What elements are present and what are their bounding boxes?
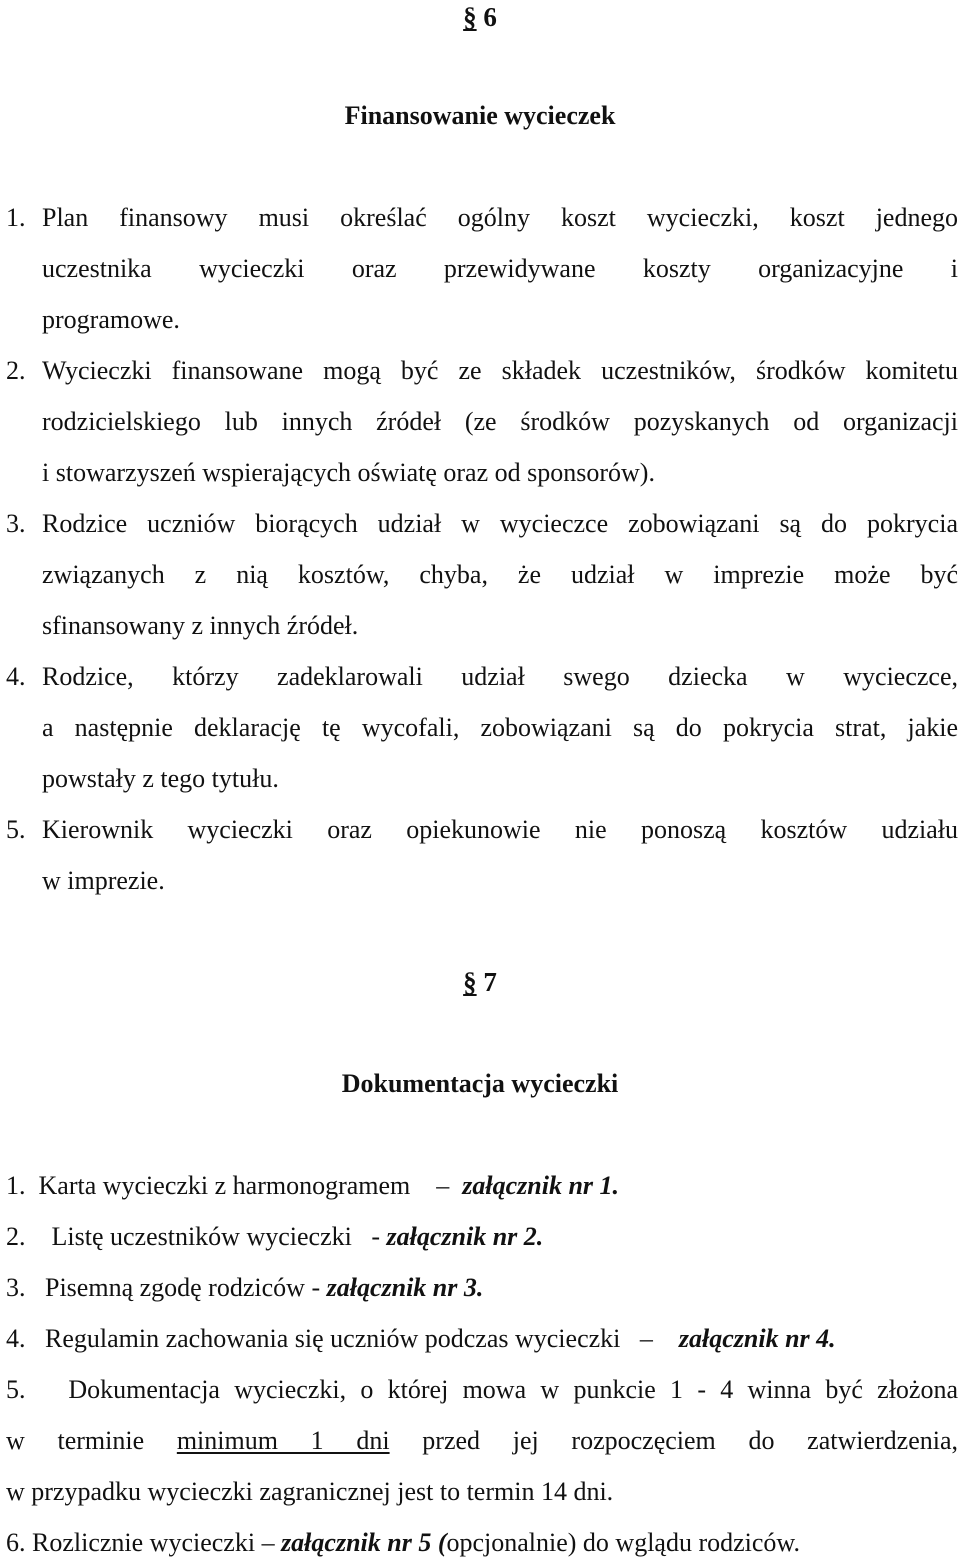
item-number: 2. [6, 356, 26, 385]
item-number: 3. [6, 509, 26, 538]
item-number: 4. [6, 1324, 26, 1353]
item-number: 6. [6, 1528, 26, 1557]
paragraph-line: Kierownik wycieczki oraz opiekunowie nie ponoszą kosztów udziału [42, 815, 958, 844]
list-item [6, 1171, 619, 1201]
list-item [6, 1528, 800, 1558]
paragraph-line: powstały z tego tytułu. [42, 764, 279, 793]
line-end: przed jej rozpoczęciem do zatwierdzenia, [422, 1426, 959, 1455]
item-dash: – [261, 1528, 275, 1557]
attachment-ref: załącznik nr 4. [678, 1324, 836, 1353]
item-number: 3. [6, 1273, 26, 1302]
item-text: Dokumentacja wycieczki, o której mowa w punkcie 1 - 4 winna być złożona [68, 1375, 959, 1404]
item-text: Pisemną zgodę rodziców [45, 1273, 305, 1302]
line-start: w terminie [6, 1426, 145, 1455]
item-text: Rozlicznie wycieczki [32, 1528, 256, 1557]
item-number: 5. [6, 1375, 26, 1404]
item-text: Listę uczestników wycieczki [51, 1222, 352, 1251]
item-number: 5. [6, 815, 26, 844]
paragraph-line: związanych z nią kosztów, chyba, że udział w imprezie może być [42, 560, 958, 589]
paragraph-line: Rodzice, którzy zadeklarowali udział swego dziecka w wycieczce, [42, 662, 958, 691]
deadline-underlined: minimum 1 dni [176, 1426, 390, 1455]
attachment-ref: załącznik nr 5 ( [281, 1528, 447, 1557]
section-sign: § [463, 2, 477, 32]
item-text: Karta wycieczki z harmonogramem [38, 1171, 411, 1200]
item-dash: – [639, 1324, 653, 1353]
section-6-title: Finansowanie wycieczek [344, 101, 616, 130]
attachment-ref: załącznik nr 1. [462, 1171, 620, 1200]
list-item [6, 1324, 836, 1354]
item-dash: - [311, 1273, 321, 1302]
list-item [6, 1273, 483, 1303]
paragraph-line: sfinansowany z innych źródeł. [42, 611, 359, 640]
item-number: 1. [6, 1171, 26, 1200]
paragraph-line: i stowarzyszeń wspierających oświatę oraz od sponsorów). [42, 458, 655, 487]
item-dash: – [436, 1171, 450, 1200]
paragraph-line [6, 1426, 958, 1456]
paragraph-line: w imprezie. [42, 866, 165, 895]
section-number: 6 [483, 2, 497, 32]
attachment-ref: załącznik nr 2. [386, 1222, 544, 1251]
section-number: 7 [483, 967, 497, 997]
paragraph-line: a następnie deklarację tę wycofali, zobowiązani są do pokrycia strat, jakie [42, 713, 958, 742]
paragraph-line: rodzicielskiego lub innych źródeł (ze środków pozyskanych od organizacji [42, 407, 958, 436]
attachment-ref: załącznik nr 3. [326, 1273, 484, 1302]
paragraph-line: Plan finansowy musi określać ogólny koszt wycieczki, koszt jednego [42, 203, 958, 232]
item-number: 4. [6, 662, 26, 691]
paragraph-line: Rodzice uczniów biorących udział w wycieczce zobowiązani są do pokrycia [42, 509, 958, 538]
section-7-title: Dokumentacja wycieczki [341, 1069, 619, 1098]
section-7-heading [0, 967, 960, 997]
list-item [6, 1222, 543, 1252]
item-rest: opcjonalnie) do wglądu rodziców. [446, 1528, 801, 1557]
paragraph-line: uczestnika wycieczki oraz przewidywane koszty organizacyjne i [42, 254, 958, 283]
list-item [6, 1375, 958, 1405]
paragraph-line: Wycieczki finansowane mogą być ze składek uczestników, środków komitetu [42, 356, 958, 385]
section-6-heading [0, 2, 960, 32]
item-dash: - [371, 1222, 381, 1251]
paragraph-line: programowe. [42, 305, 180, 334]
section-sign: § [463, 967, 477, 997]
item-text: Regulamin zachowania się uczniów podczas wycieczki [45, 1324, 621, 1353]
item-number: 2. [6, 1222, 26, 1251]
item-number: 1. [6, 203, 26, 232]
paragraph-line: w przypadku wycieczki zagranicznej jest to termin 14 dni. [6, 1477, 614, 1506]
